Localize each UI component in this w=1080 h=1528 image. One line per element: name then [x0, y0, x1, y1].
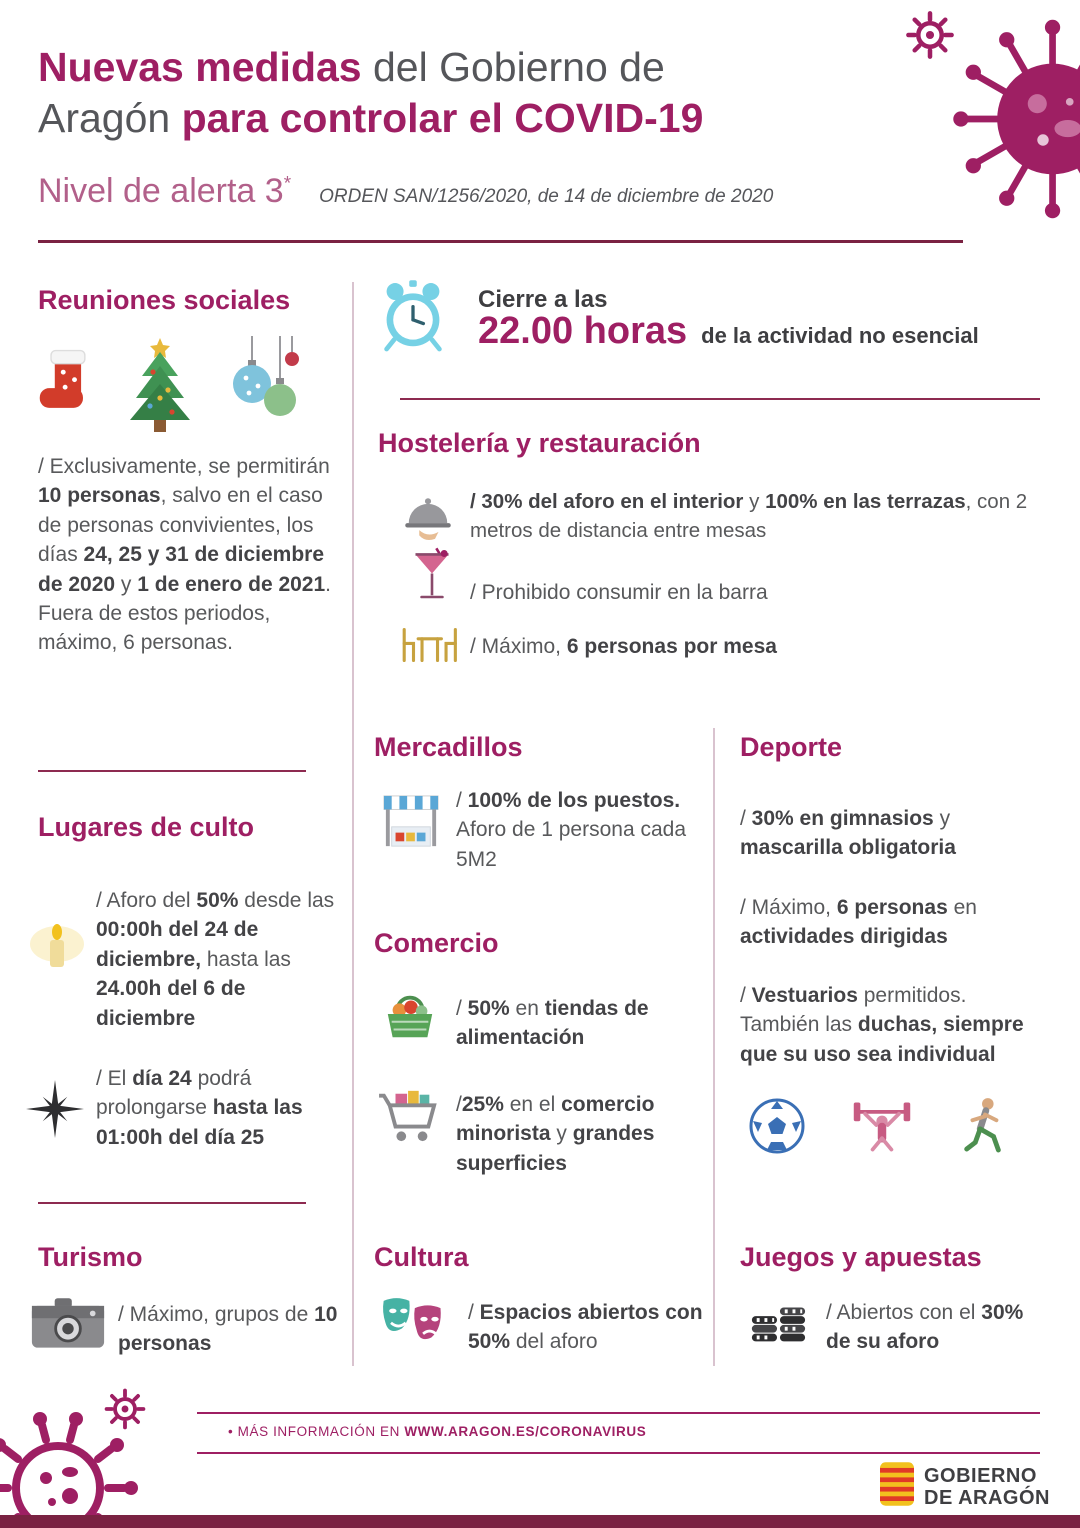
hosteleria-item-1: / 30% del aforo en el interior y 100% en las terrazas, con 2 metros de distancia entre mesas [470, 490, 1028, 542]
logo-text [924, 1465, 1050, 1509]
comercio-item-1: / 50% en tiendas de alimentación [456, 997, 649, 1050]
alert-asterisk: * [283, 173, 292, 195]
cierre-divider [400, 398, 1040, 400]
grocery-basket-icon [382, 988, 438, 1047]
alert-row [38, 172, 938, 211]
deporte-item-1: / 30% en gimnasios y mascarilla obligatoria [740, 807, 956, 860]
gobierno-aragon-logo [880, 1462, 1050, 1511]
juegos-item-1: / Abiertos con el 30% de su aforo [826, 1301, 1024, 1354]
page-title: Nuevas medidas del Gobierno de Aragón para controlar el COVID-19 [38, 44, 704, 141]
alert-level: Nivel de alerta 3* [38, 172, 292, 210]
section-heading-mercadillos: Mercadillos [374, 732, 523, 762]
deporte-item-3: / Vestuarios permitidos. También las duchas, siempre que su uso sea individual [740, 984, 1024, 1066]
section-heading-culto: Lugares de culto [38, 812, 255, 842]
poker-chips-icon [748, 1294, 808, 1353]
vertical-divider-left [352, 282, 354, 1366]
vertical-divider-right [713, 728, 715, 1366]
cierre-line-2: de la actividad no esencial [701, 323, 979, 348]
cierre-row [478, 310, 1058, 353]
cierre-time: 22.00 horas [478, 310, 688, 352]
deporte-item-2: / Máximo, 6 personas en actividades dirigidas [740, 896, 977, 949]
section-heading-turismo: Turismo [38, 1242, 143, 1272]
hosteleria-item-3: / Máximo, 6 personas por mesa [470, 635, 777, 658]
section-heading-juegos: Juegos y apuestas [740, 1242, 982, 1272]
theater-masks-icon [380, 1294, 446, 1353]
stocking-icon [36, 344, 98, 441]
virus-icon [938, 14, 1080, 229]
culto-item-1: / Aforo del 50% desde las 00:00h del 24 de diciembre, hasta las 24.00h del 6 de diciembre [96, 889, 335, 1030]
sport-icons-row [748, 1096, 1008, 1161]
culto-item-2: / El día 24 podrá prolongarse hasta las 01:00h del día 25 [96, 1067, 303, 1149]
section-heading-hosteleria: Hostelería y restauración [378, 428, 701, 458]
aragon-flag-icon [880, 1462, 914, 1511]
christmas-icons-row [36, 336, 306, 441]
sparkle-star-icon [26, 1080, 84, 1143]
reuniones-paragraph: / Exclusivamente, se permitirán 10 personas, salvo en el caso de personas convivientes, los días 24, 25 y 31 de diciembre de 2020 y 1 de enero de 2021. Fuera de estos periodos, máximo, 6 personas. [38, 455, 332, 655]
cloche-icon [400, 492, 456, 547]
comercio-item-2: /25% en el comercio minorista y grandes superficies [456, 1093, 655, 1175]
logo-line-2: DE ARAGÓN [924, 1486, 1050, 1509]
cocktail-icon [412, 544, 452, 615]
footer-divider-bottom [197, 1452, 1040, 1454]
mercadillos-item-1: / 100% de los puestos. Aforo de 1 persona cada 5M2 [456, 789, 686, 871]
footer-divider-top [197, 1412, 1040, 1414]
christmas-tree-icon [120, 336, 200, 441]
section-heading-reuniones: Reuniones sociales [38, 285, 291, 315]
bottom-bar [0, 1515, 1080, 1528]
cultura-item-1: / Espacios abiertos con 50% del aforo [468, 1301, 703, 1354]
section-heading-deporte: Deporte [740, 732, 843, 762]
weightlifter-icon [850, 1096, 914, 1161]
virus-outline-large-icon [0, 1400, 148, 1528]
soccer-ball-icon [748, 1097, 806, 1160]
left-divider-1 [38, 770, 306, 772]
candle-icon [26, 916, 88, 981]
section-heading-comercio: Comercio [374, 928, 499, 958]
cierre-line-1: Cierre a las [478, 286, 608, 313]
shopping-cart-icon [378, 1086, 442, 1149]
header-divider [38, 240, 963, 243]
runner-icon [958, 1096, 1008, 1161]
turismo-item-1: / Máximo, grupos de 10 personas [118, 1303, 338, 1356]
market-stall-icon [382, 794, 440, 855]
footer-info: • MÁS INFORMACIÓN EN WWW.ARAGON.ES/CORONAVIRUS [228, 1424, 647, 1439]
baubles-icon [222, 336, 306, 441]
hosteleria-item-2: / Prohibido consumir en la barra [470, 581, 768, 604]
table-chairs-icon [398, 626, 460, 669]
left-divider-2 [38, 1202, 306, 1204]
logo-line-1: GOBIERNO [924, 1464, 1037, 1487]
order-reference: ORDEN SAN/1256/2020, de 14 de diciembre de 2020 [319, 186, 774, 207]
section-heading-cultura: Cultura [374, 1242, 469, 1272]
camera-icon [30, 1294, 106, 1355]
alarm-clock-icon [380, 280, 446, 359]
